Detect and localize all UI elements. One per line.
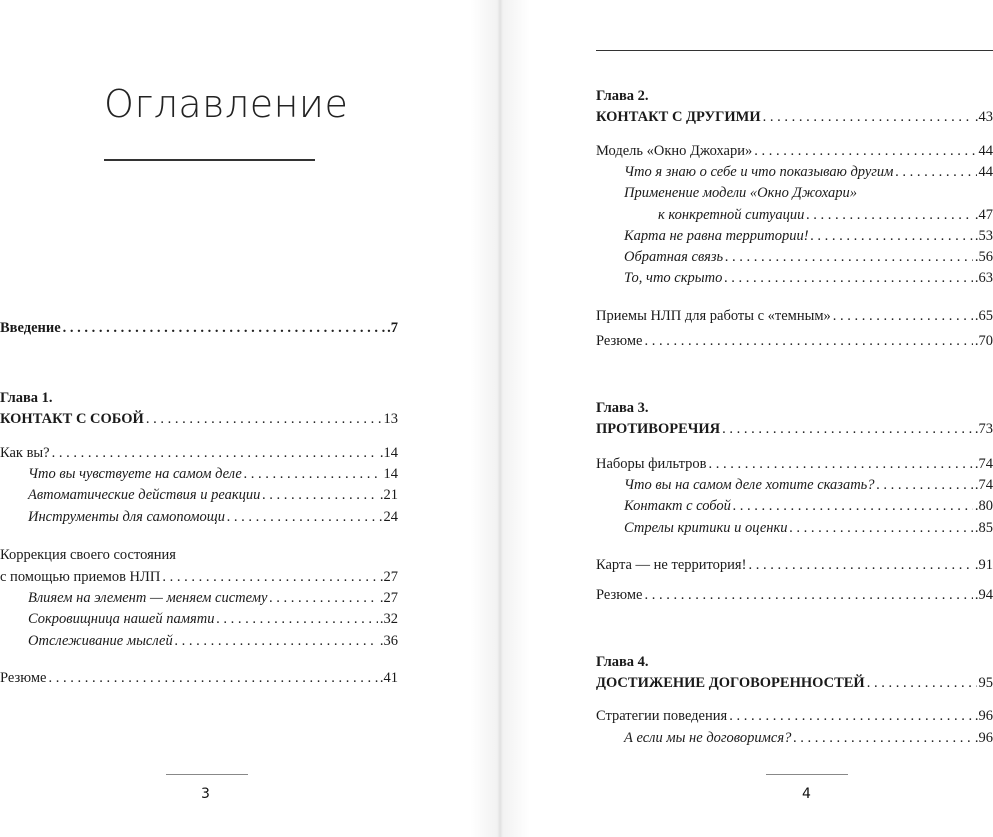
entry-title: Резюме (596, 587, 643, 603)
book-gutter-shadow (470, 0, 530, 837)
toc-entry[interactable] (596, 555, 993, 575)
toc-subentry[interactable] (28, 609, 398, 629)
toc-entry-chapter-1[interactable] (0, 409, 398, 429)
leader-dots (895, 162, 976, 182)
entry-page: 14 (383, 466, 398, 482)
entry-title: Наборы фильтров (596, 456, 707, 472)
entry-title: Что я знаю о себе и что показываю другим (624, 164, 894, 180)
entry-page: .70 (974, 333, 993, 349)
leader-dots (729, 706, 973, 726)
entry-page: 95 (978, 675, 993, 691)
toc-subentry[interactable] (28, 588, 398, 608)
leader-dots (877, 475, 973, 495)
entry-title: Стратегии поведения (596, 708, 728, 724)
entry-title: с помощью приемов НЛП (0, 569, 161, 585)
toc-subentry[interactable] (624, 496, 993, 516)
leader-dots (644, 585, 972, 605)
entry-title: Карта не равна территории! (624, 228, 809, 244)
leader-dots (722, 419, 973, 439)
entry-title: А если мы не договоримся? (624, 730, 792, 746)
entry-page: .63 (974, 270, 993, 286)
entry-page: .80 (974, 498, 993, 514)
leader-dots (833, 306, 973, 326)
leader-dots (793, 728, 973, 748)
entry-page: .14 (379, 445, 398, 461)
leader-dots (748, 555, 972, 575)
entry-title: к конкретной ситуации (658, 207, 805, 223)
leader-dots (244, 464, 382, 484)
entry-page: .7 (387, 320, 398, 336)
toc-entry-summary[interactable] (596, 331, 993, 351)
leader-dots (811, 226, 973, 246)
chapter-title: ПРОТИВОРЕЧИЯ (596, 421, 721, 437)
leader-dots (48, 668, 377, 688)
leader-dots (644, 331, 972, 351)
entry-page: .53 (974, 228, 993, 244)
footer-rule (766, 774, 848, 775)
toc-subentry[interactable] (624, 226, 993, 246)
chapter-3-label: Глава 3. (596, 400, 649, 416)
toc-entry-summary[interactable] (596, 585, 993, 605)
toc-entry[interactable] (596, 454, 993, 474)
toc-subentry[interactable] (624, 162, 993, 182)
page-number: 3 (201, 786, 210, 802)
entry-page: .94 (974, 587, 993, 603)
leader-dots (262, 485, 377, 505)
entry-page: .32 (379, 611, 398, 627)
toc-entry[interactable] (596, 306, 993, 326)
entry-page: .41 (379, 670, 398, 686)
entry-page: .56 (974, 249, 993, 265)
leader-dots (754, 141, 976, 161)
entry-title: Отслеживание мыслей (28, 633, 173, 649)
entry-page: .85 (974, 520, 993, 536)
entry-page: .73 (974, 421, 993, 437)
entry-title: Влияем на элемент — меняем систему (28, 590, 268, 606)
leader-dots (216, 609, 377, 629)
chapter-1-label: Глава 1. (0, 390, 53, 406)
leader-dots (708, 454, 972, 474)
entry-title: Как вы? (0, 445, 50, 461)
entry-page: .36 (379, 633, 398, 649)
entry-page: .96 (974, 708, 993, 724)
entry-page: .74 (974, 456, 993, 472)
entry-title: Инструменты для самопомощи (28, 509, 225, 525)
leader-dots (146, 409, 382, 429)
toc-entry[interactable] (0, 567, 398, 587)
toc-subentry[interactable] (624, 728, 993, 748)
entry-page: .21 (379, 487, 398, 503)
entry-page: .74 (974, 477, 993, 493)
entry-title: Стрелы критики и оценки (624, 520, 788, 536)
entry-title: Резюме (0, 670, 47, 686)
leader-dots (175, 631, 378, 651)
toc-entry[interactable] (0, 443, 398, 463)
toc-entry-intro[interactable] (0, 318, 398, 338)
leader-dots (724, 268, 973, 288)
entry-title: Обратная связь (624, 249, 724, 265)
entry-title: Автоматические действия и реакции (28, 487, 261, 503)
leader-dots (733, 496, 973, 516)
leader-dots (790, 518, 973, 538)
leader-dots (763, 107, 973, 127)
toc-entry[interactable] (596, 141, 993, 161)
leader-dots (806, 205, 972, 225)
entry-title-line1: Коррекция своего состояния (0, 547, 176, 563)
toc-entry-chapter-3[interactable] (596, 419, 993, 439)
entry-page: .27 (379, 569, 398, 585)
entry-page: .91 (974, 557, 993, 573)
toc-entry-chapter-4[interactable] (596, 673, 993, 693)
toc-entry-summary[interactable] (0, 668, 398, 688)
toc-entry-chapter-2[interactable] (596, 107, 993, 127)
leader-dots (162, 567, 378, 587)
leader-dots (725, 247, 973, 267)
page-number: 4 (802, 786, 811, 802)
chapter-title: КОНТАКТ С ДРУГИМИ (596, 109, 761, 125)
leader-dots (867, 673, 977, 693)
entry-page: .96 (974, 730, 993, 746)
toc-subentry[interactable] (28, 485, 398, 505)
entry-page: .65 (974, 308, 993, 324)
leader-dots (63, 318, 385, 338)
chapter-4-label: Глава 4. (596, 654, 649, 670)
leader-dots (269, 588, 377, 608)
entry-title: Что вы на самом деле хотите сказать? (624, 477, 875, 493)
toc-subentry[interactable] (624, 475, 993, 495)
entry-title: Модель «Окно Джохари» (596, 143, 753, 159)
entry-title: Резюме (596, 333, 643, 349)
toc-subentry[interactable] (624, 247, 993, 267)
leader-dots (52, 443, 378, 463)
toc-subentry[interactable] (624, 518, 993, 538)
toc-subentry[interactable] (624, 268, 993, 288)
entry-title: Сокровищница нашей памяти (28, 611, 215, 627)
entry-page: 44 (978, 143, 993, 159)
toc-subentry[interactable] (28, 507, 398, 527)
chapter-title: КОНТАКТ С СОБОЙ (0, 411, 144, 427)
header-rule (596, 50, 993, 51)
entry-page: .47 (974, 207, 993, 223)
toc-subentry[interactable] (28, 631, 398, 651)
chapter-title: ДОСТИЖЕНИЕ ДОГОВОРЕННОСТЕЙ (596, 675, 865, 691)
leader-dots (227, 507, 382, 527)
entry-page: .43 (974, 109, 993, 125)
entry-title-line1: Применение модели «Окно Джохари» (624, 185, 858, 201)
toc-subentry[interactable] (658, 205, 993, 225)
entry-title: Карта — не территория! (596, 557, 747, 573)
entry-title: То, что скрыто (624, 270, 723, 286)
toc-subentry[interactable] (28, 464, 398, 484)
title-underline (104, 159, 315, 161)
entry-title: Контакт с собой (624, 498, 731, 514)
footer-rule (166, 774, 248, 775)
chapter-2-label: Глава 2. (596, 88, 649, 104)
entry-title: Что вы чувствуете на самом деле (28, 466, 242, 482)
entry-page: 13 (383, 411, 398, 427)
toc-entry[interactable] (596, 706, 993, 726)
toc-title: Оглавление (104, 82, 349, 126)
entry-title: Введение (0, 320, 61, 336)
right-page (500, 0, 993, 837)
entry-page: 24 (383, 509, 398, 525)
entry-page: .27 (379, 590, 398, 606)
entry-page: 44 (978, 164, 993, 180)
entry-title: Приемы НЛП для работы с «темным» (596, 308, 831, 324)
